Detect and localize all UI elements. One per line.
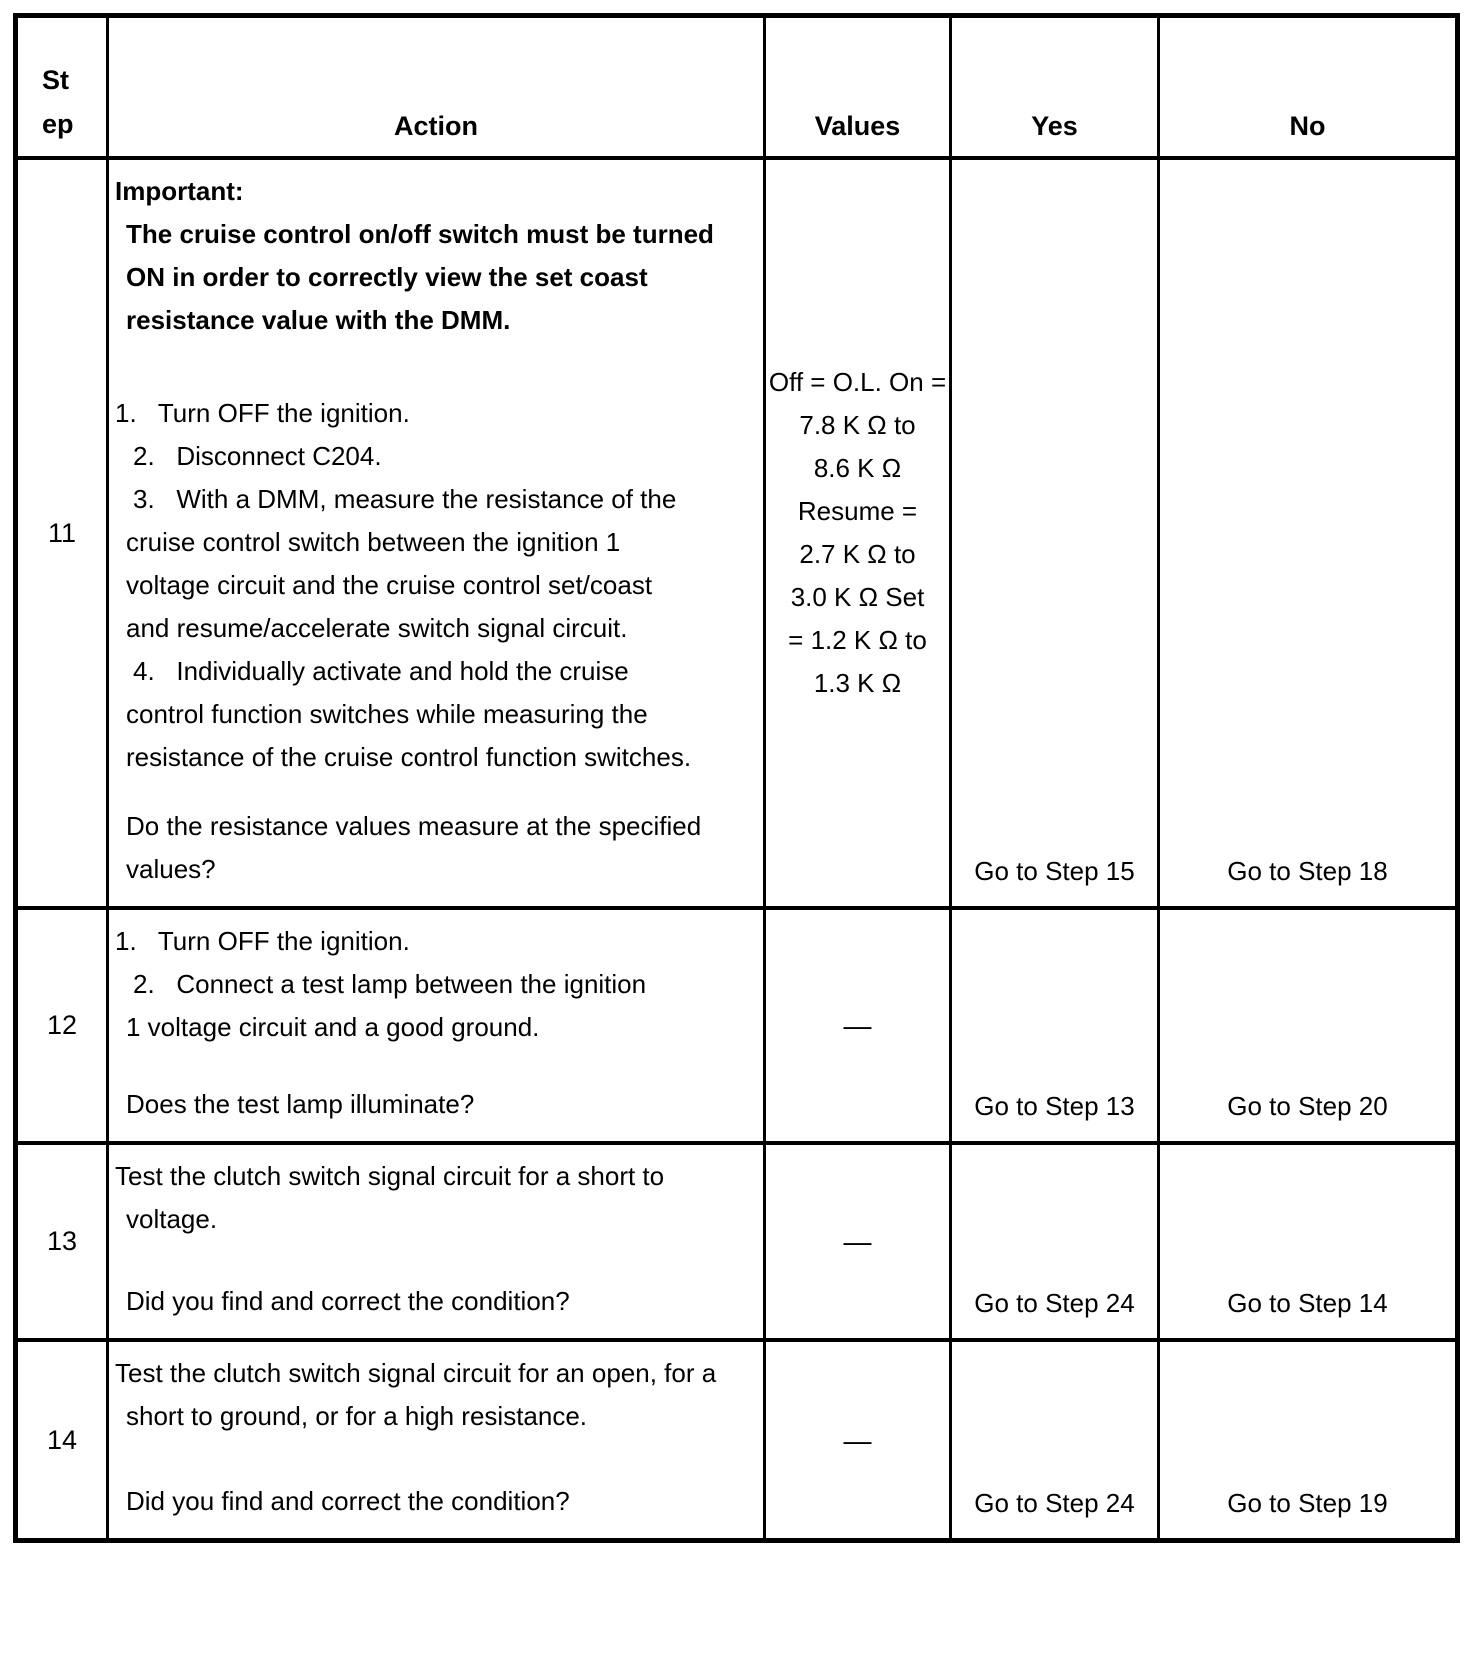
- action-line: The cruise control on/off switch must be turned: [126, 219, 714, 249]
- column-header-action-label: Action: [394, 111, 478, 141]
- step-number: [18, 910, 109, 1141]
- values-line: 7.8 K Ω to: [799, 410, 916, 440]
- values-dash: —: [843, 1226, 872, 1257]
- action-question-line: values?: [126, 854, 216, 884]
- action-question-line: Does the test lamp illuminate?: [126, 1089, 475, 1119]
- column-header-values: [766, 18, 952, 156]
- action-cell: [109, 1145, 766, 1338]
- no-goto-text: Go to Step 20: [1227, 1091, 1388, 1121]
- action-line: Test the clutch switch signal circuit for an open, for a: [115, 1358, 717, 1388]
- values-dash: —: [843, 1424, 872, 1456]
- column-header-step: [18, 18, 109, 156]
- no-cell: [1160, 910, 1455, 1141]
- yes-cell: [952, 160, 1160, 906]
- values-line: Off = O.L. On =: [768, 367, 947, 397]
- values-cell: [766, 1145, 952, 1338]
- table-row-step-11: [18, 156, 1455, 906]
- action-question: [115, 1480, 755, 1523]
- action-line: 1. Turn OFF the ignition.: [115, 398, 410, 428]
- action-question: [115, 1280, 755, 1323]
- action-line: voltage circuit and the cruise control set/coast: [126, 570, 653, 600]
- action-line: Test the clutch switch signal circuit for a short to: [115, 1161, 665, 1191]
- yes-goto-text: Go to Step 13: [974, 1091, 1135, 1121]
- table-row-step-12: [18, 906, 1455, 1141]
- action-cell: [109, 160, 766, 906]
- no-cell: [1160, 1342, 1455, 1538]
- values-cell: [766, 160, 952, 906]
- no-goto-text: Go to Step 14: [1227, 1288, 1388, 1318]
- column-header-no-label: No: [1289, 111, 1326, 141]
- action-line: cruise control switch between the ignition 1: [126, 527, 621, 557]
- values-line: = 1.2 K Ω to: [788, 625, 927, 655]
- action-question-line: Did you find and correct the condition?: [126, 1286, 570, 1316]
- no-goto-text: Go to Step 19: [1227, 1488, 1388, 1518]
- values-cell: [766, 910, 952, 1141]
- action-line: control function switches while measuring the: [126, 699, 648, 729]
- yes-cell: [952, 910, 1160, 1141]
- column-header-no: [1160, 18, 1455, 156]
- action-line: resistance of the cruise control function switches.: [126, 742, 692, 772]
- yes-goto-text: Go to Step 24: [974, 1288, 1135, 1318]
- yes-cell: [952, 1145, 1160, 1338]
- action-question: [115, 1083, 755, 1126]
- column-header-action: [109, 18, 766, 156]
- no-goto-text: Go to Step 18: [1227, 856, 1388, 886]
- action-question-line: Do the resistance values measure at the specified: [126, 811, 702, 841]
- action-line: voltage.: [126, 1204, 218, 1234]
- no-cell: [1160, 160, 1455, 906]
- action-line: 4. Individually activate and hold the cruise: [133, 656, 629, 686]
- step-number: [18, 1145, 109, 1338]
- action-line: short to ground, or for a high resistance.: [126, 1401, 588, 1431]
- values-cell: [766, 1342, 952, 1538]
- step-number-label: 14: [46, 1424, 78, 1455]
- action-line: 2. Disconnect C204.: [133, 441, 382, 471]
- action-line: 3. With a DMM, measure the resistance of the: [133, 484, 677, 514]
- step-number-label: 13: [46, 1226, 78, 1256]
- action-line: ON in order to correctly view the set coast: [126, 262, 648, 292]
- column-header-values-label: Values: [814, 111, 901, 141]
- table-row-step-14: [18, 1338, 1455, 1538]
- yes-cell: [952, 1342, 1160, 1538]
- action-cell: [109, 1342, 766, 1538]
- action-line: Important:: [115, 176, 244, 206]
- column-header-step-line2: ep: [42, 109, 74, 139]
- step-number: [18, 1342, 109, 1538]
- table-row-step-13: [18, 1141, 1455, 1338]
- yes-goto-text: Go to Step 24: [974, 1488, 1135, 1518]
- action-line: 1 voltage circuit and a good ground.: [126, 1012, 540, 1042]
- column-header-yes-label: Yes: [1031, 111, 1078, 141]
- values-line: 3.0 K Ω Set: [790, 582, 925, 612]
- values-dash: —: [843, 1010, 872, 1041]
- step-number-label: 12: [46, 1010, 78, 1040]
- yes-goto-text: Go to Step 15: [974, 856, 1135, 886]
- values-line: 1.3 K Ω: [813, 668, 902, 698]
- action-line: 1. Turn OFF the ignition.: [115, 926, 410, 956]
- action-cell: [109, 910, 766, 1141]
- action-question-line: Did you find and correct the condition?: [126, 1486, 570, 1516]
- diagnostic-table: [13, 13, 1460, 1543]
- column-header-yes: [952, 18, 1160, 156]
- values-line: Resume =: [797, 496, 918, 526]
- step-number-label: 11: [47, 517, 77, 548]
- action-line: 2. Connect a test lamp between the ignition: [133, 969, 647, 999]
- action-line: resistance value with the DMM.: [126, 305, 511, 335]
- values-line: 2.7 K Ω to: [799, 539, 916, 569]
- action-line: and resume/accelerate switch signal circuit.: [126, 613, 628, 643]
- no-cell: [1160, 1145, 1455, 1338]
- values-line: 8.6 K Ω: [813, 453, 902, 483]
- column-header-step-line1: St: [42, 65, 69, 95]
- table-header-row: [18, 18, 1455, 156]
- step-number: [18, 160, 109, 906]
- action-question: [115, 805, 755, 891]
